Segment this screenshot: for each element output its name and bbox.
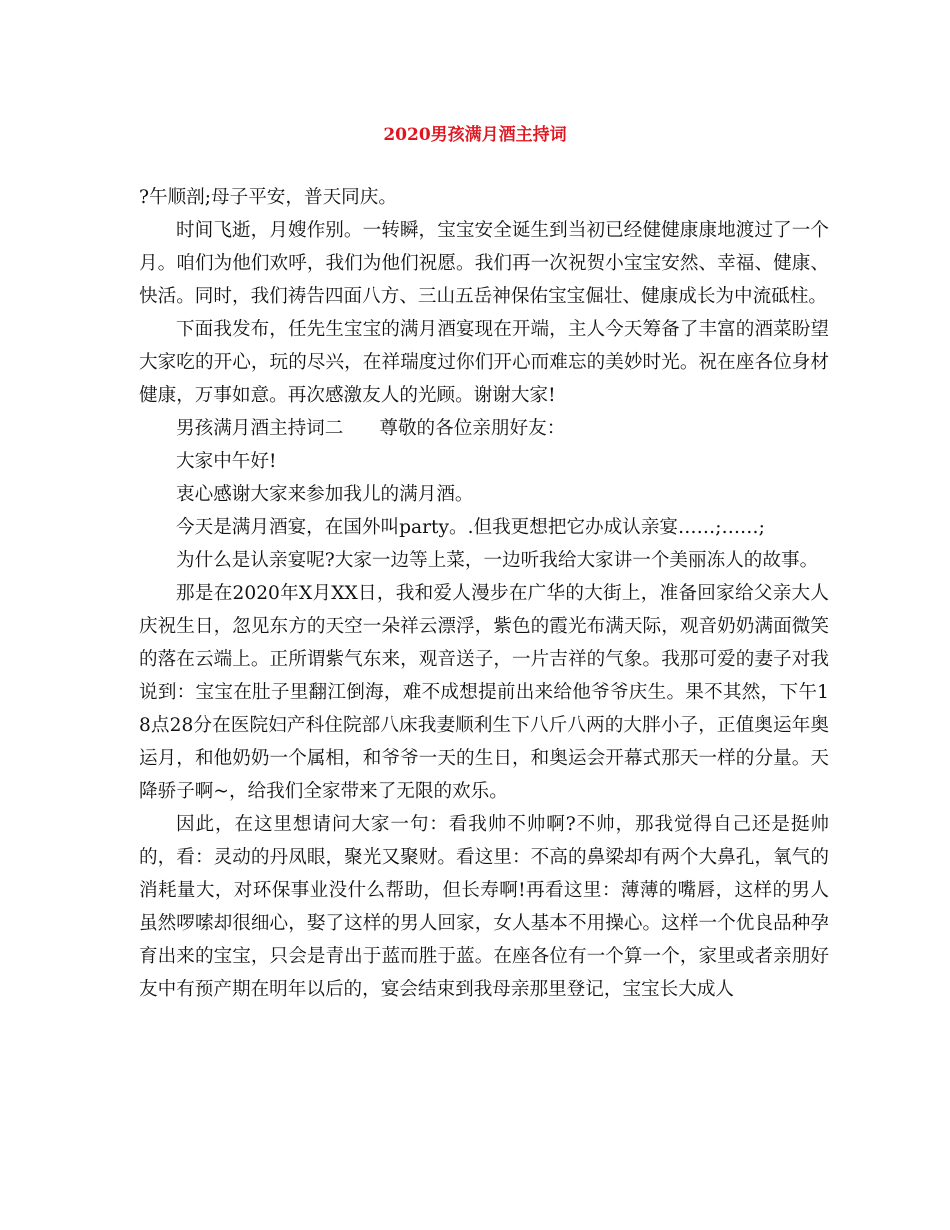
paragraph: 大家中午好! bbox=[176, 451, 277, 472]
paragraph: 衷心感谢大家来参加我儿的满月酒。 bbox=[176, 484, 474, 505]
document-body bbox=[139, 181, 829, 1006]
paragraph: 时间飞逝，月嫂作别。一转瞬，宝宝安全诞生到当初已经健健康康地渡过了一个月。咱们为他们欢呼，我们为他们祝愿。我们再一次祝贺小宝宝安然、幸福、健康、快活。同时，我们祷告四面八方、三山五岳神保佑宝宝倔壮、健康成长为中流砥柱。 bbox=[139, 220, 829, 307]
section-heading: 男孩满月酒主持词二 bbox=[176, 418, 344, 439]
paragraph: 那是在2020年X月XX日，我和爱人漫步在广华的大街上，准备回家给父亲大人庆祝生日，忽见东方的天空一朵祥云漂浮，紫色的霞光布满天际，观音奶奶满面微笑的落在云端上。正所谓紫气东来，观音送子，一片吉祥的气象。我那可爱的妻子对我说到：宝宝在肚子里翻江倒海，难不成想提前出来给他爷爷庆生。果不其然，下午18点28分在医院妇产科住院部八床我妻顺利生下八斤八两的大胖小子，正值奥运年奥运月，和他奶奶一个属相，和爷爷一天的生日，和奥运会开幕式那天一样的分量。天降骄子啊~，给我们全家带来了无限的欢乐。 bbox=[139, 583, 829, 802]
paragraph-heading-line bbox=[139, 412, 829, 445]
paragraph: 今天是满月酒宴，在国外叫party。.但我更想把它办成认亲宴……;……; bbox=[176, 517, 765, 538]
document-title: 2020男孩满月酒主持词 bbox=[383, 125, 567, 145]
salutation: 尊敬的各位亲朋好友： bbox=[379, 418, 566, 439]
paragraph: ?午顺剖;母子平安，普天同庆。 bbox=[139, 187, 397, 208]
paragraph: 下面我发布，任先生宝宝的满月酒宴现在开端，主人今天筹备了丰富的酒菜盼望大家吃的开心，玩的尽兴，在祥瑞度过你们开心而难忘的美妙时光。祝在座各位身材健康，万事如意。再次感激友人的光顾。谢谢大家! bbox=[139, 319, 829, 406]
paragraph: 因此，在这里想请问大家一句：看我帅不帅啊?不帅，那我觉得自己还是挺帅的，看：灵动的丹凤眼，聚光又聚财。看这里：不高的鼻梁却有两个大鼻孔，氧气的消耗量大，对环保事业没什么帮助，但长寿啊!再看这里：薄薄的嘴唇，这样的男人虽然啰嗦却很细心，娶了这样的男人回家，女人基本不用操心。这样一个优良品种孕育出来的宝宝，只会是青出于蓝而胜于蓝。在座各位有一个算一个，家里或者亲朋好友中有预产期在明年以后的，宴会结束到我母亲那里登记，宝宝长大成人 bbox=[139, 814, 829, 1000]
paragraph: 为什么是认亲宴呢?大家一边等上菜，一边听我给大家讲一个美丽冻人的故事。 bbox=[176, 550, 819, 571]
